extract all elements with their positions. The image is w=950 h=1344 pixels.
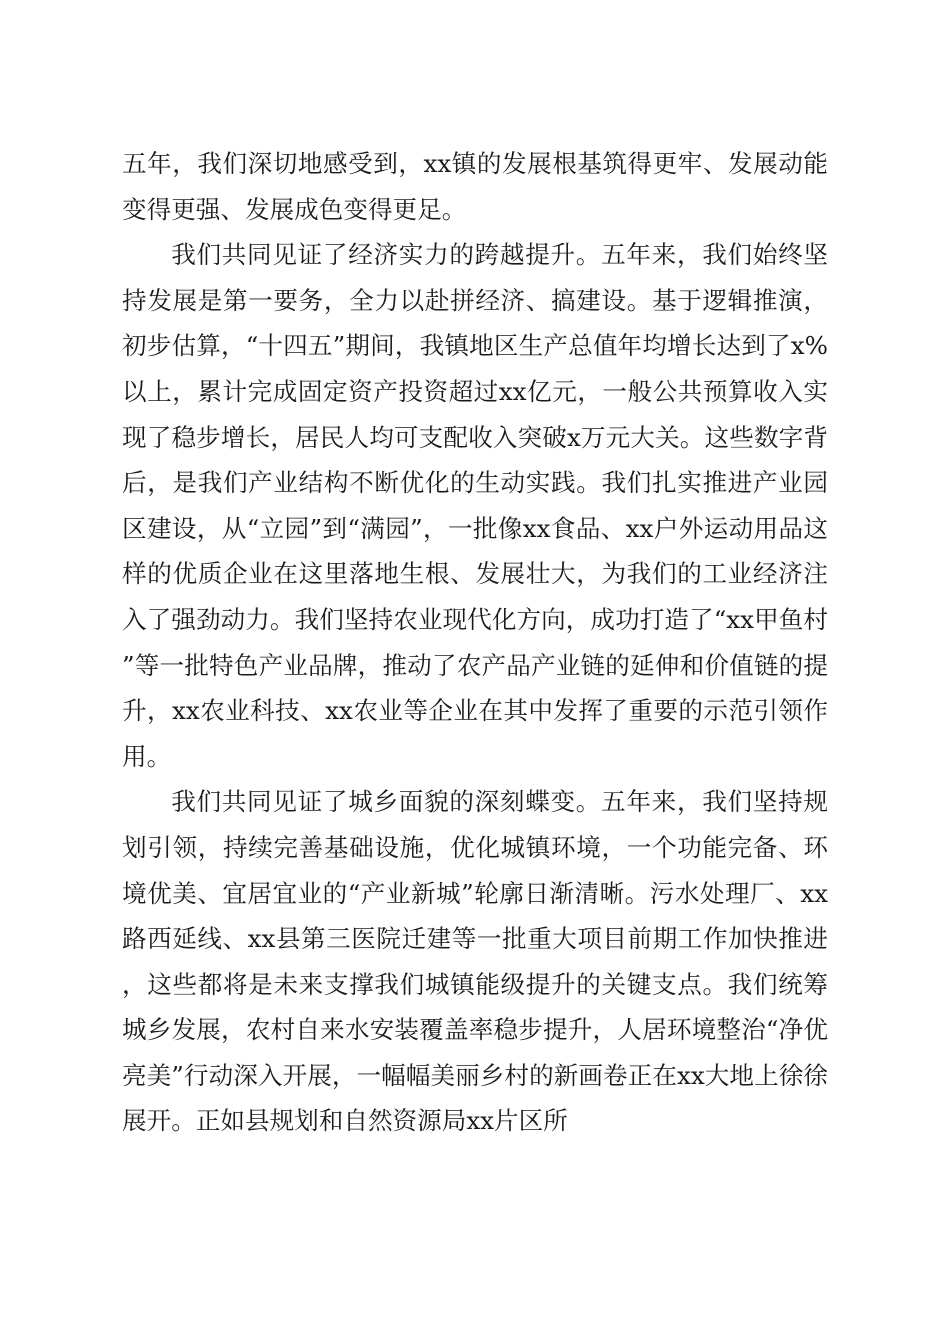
- paragraph-3: 我们共同见证了城乡面貌的深刻蝶变。五年来，我们坚持规划引领，持续完善基础设施，优化城镇环境，一个功能完备、环境优美、宜居宜业的“产业新城”轮廓日渐清晰。污水处理厂、xx路西延线、xx县第三医院迁建等一批重大项目前期工作加快推进，这些都将是未来支撑我们城镇能级提升的关键支点。我们统筹城乡发展，农村自来水安装覆盖率稳步提升，人居环境整治“净优亮美”行动深入开展，一幅幅美丽乡村的新画卷正在xx大地上徐徐展开。正如县规划和自然资源局xx片区所: [122, 787, 828, 1136]
- document-body: [122, 141, 828, 1144]
- paragraph-2: 我们共同见证了经济实力的跨越提升。五年来，我们始终坚持发展是第一要务，全力以赴拼经济、搞建设。基于逻辑推演，初步估算，“十四五”期间，我镇地区生产总值年均增长达到了x%以上，累计完成固定资产投资超过xx亿元，一般公共预算收入实现了稳步增长，居民人均可支配收入突破x万元大关。这些数字背后，是我们产业结构不断优化的生动实践。我们扎实推进产业园区建设，从“立园”到“满园”，一批像xx食品、xx户外运动用品这样的优质企业在这里落地生根、发展壮大，为我们的工业经济注入了强劲动力。我们坚持农业现代化方向，成功打造了“xx甲鱼村”等一批特色产业品牌，推动了农产品产业链的延伸和价值链的提升，xx农业科技、xx农业等企业在其中发挥了重要的示范引领作用。: [122, 240, 828, 771]
- paragraph-1: 五年，我们深切地感受到，xx镇的发展根基筑得更牢、发展动能变得更强、发展成色变得更足。: [122, 149, 828, 224]
